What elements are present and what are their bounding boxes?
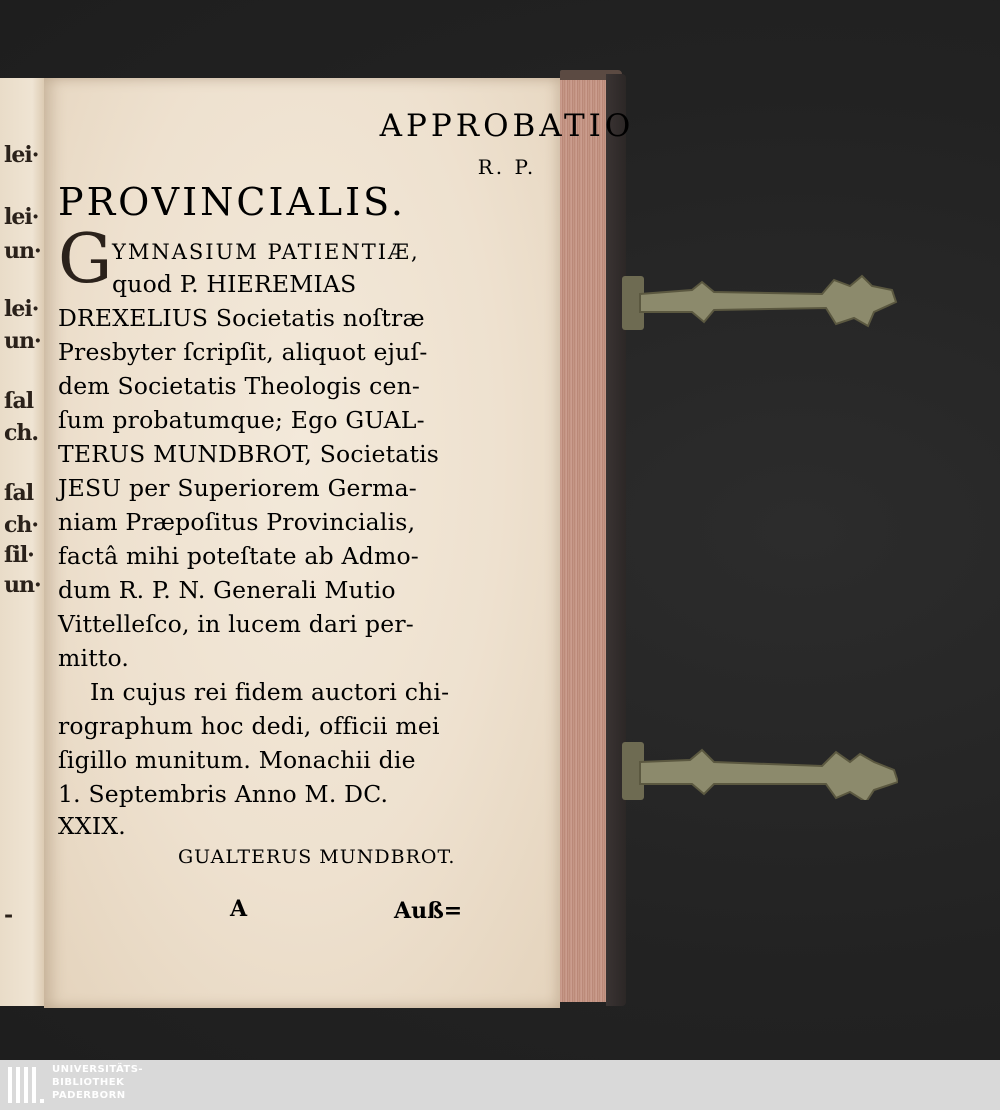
left-page-fragment: un· xyxy=(4,328,41,354)
left-page-fragment: ſal xyxy=(4,480,34,506)
text-line: factâ mihi poteſtate ab Admo- xyxy=(58,542,419,570)
footer-bar xyxy=(0,1060,1000,1110)
left-page-fragment: lei· xyxy=(4,204,39,230)
left-page-fragment: ch· xyxy=(4,512,39,538)
library-name-line: PADERBORN xyxy=(52,1090,126,1101)
signature: GUALTERUS MUNDBROT. xyxy=(178,846,456,868)
text-line: mitto. xyxy=(58,644,130,672)
left-page-fragment: lei· xyxy=(4,142,39,168)
heading-provincialis: PROVINCIALIS. xyxy=(58,180,406,224)
text-line: niam Præpoſitus Provincialis, xyxy=(58,508,416,536)
lower-clasp-icon xyxy=(622,740,898,800)
library-name-line: UNIVERSITÄTS- xyxy=(52,1064,144,1075)
heading-approbatio: APPROBATIO xyxy=(379,108,635,144)
text-line: Vittelleſco, in lucem dari per- xyxy=(58,610,414,638)
text-line: In cujus rei fidem auctori chi- xyxy=(90,678,450,706)
library-name-line: BIBLIOTHEK xyxy=(52,1077,125,1088)
library-name xyxy=(52,1063,143,1102)
text-line: dum R. P. N. Generali Mutio xyxy=(58,576,396,604)
heading-rp: R. P. xyxy=(477,155,537,179)
left-page-fragment: - xyxy=(4,902,13,928)
drop-cap: G xyxy=(58,220,113,299)
text-line: XXIX. xyxy=(58,812,126,840)
text-line: Presbyter ſcripſit, aliquot ejuſ- xyxy=(58,338,428,366)
text-line: DREXELIUS Societatis noſtræ xyxy=(58,304,425,332)
catchword: Auß= xyxy=(394,898,463,924)
text-line: TERUS MUNDBROT, Societatis xyxy=(58,440,440,468)
signature-mark: A xyxy=(230,896,248,922)
left-page-fragment: lei· xyxy=(4,296,39,322)
left-page-fragment: ſal xyxy=(4,388,34,414)
left-page-fragment: un· xyxy=(4,238,41,264)
upper-clasp-icon xyxy=(622,272,898,332)
text-line: JESU per Superiorem Germa- xyxy=(58,474,417,502)
text-line: rographum hoc dedi, officii mei xyxy=(58,712,440,740)
library-logo-icon xyxy=(6,1063,46,1107)
text-line: ſigillo munitum. Monachii die xyxy=(58,746,416,774)
left-page-fragment: un· xyxy=(4,572,41,598)
left-page-fragment: ch. xyxy=(4,420,39,446)
text-line: YMNASIUM PATIENTIÆ, xyxy=(112,240,420,264)
previous-page-edge xyxy=(0,78,47,1006)
text-line: dem Societatis Theologis cen- xyxy=(58,372,421,400)
text-line: ſum probatumque; Ego GUAL- xyxy=(58,406,425,434)
left-page-fragment: ſil· xyxy=(4,542,34,568)
text-line: quod P. HIEREMIAS xyxy=(112,270,357,298)
text-line: 1. Septembris Anno M. DC. xyxy=(58,780,389,808)
